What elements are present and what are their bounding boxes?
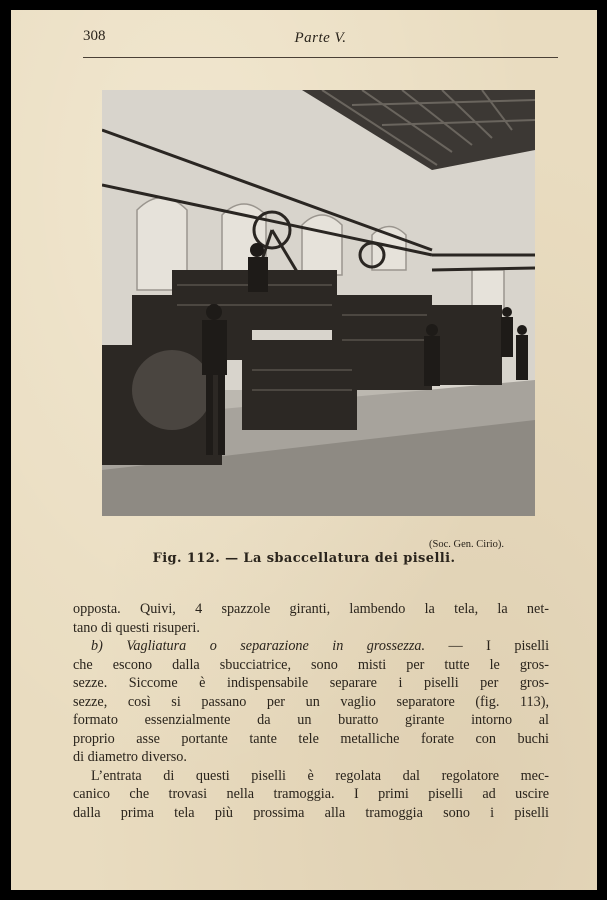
page-header (83, 28, 558, 54)
figure-caption: Fig. 112. — La sbaccellatura dei piselli. (152, 551, 456, 566)
text-line: che escono dalla sbucciatrice, sono misti per tutte le gros- (73, 656, 549, 673)
text-line: canico che trovasi nella tramoggia. I primi piselli ad uscire (73, 786, 549, 802)
text-line: sezze, così si passano per un vaglio separatore (fig. 113), (73, 693, 549, 710)
text-line: proprio asse portante tante tele metalliche forate con buchi (73, 730, 549, 747)
text-line: sezze. Siccome è indispensabile separare i piselli per gros- (73, 675, 549, 691)
photo-credit: (Soc. Gen. Cirio). (429, 539, 504, 550)
header-rule (83, 57, 558, 58)
subsection-heading: b) Vagliatura o separazione in grossezza. — I piselli (91, 638, 550, 654)
text-line: L’entrata di questi piselli è regolata dal regolatore mec- (91, 767, 549, 784)
text-line: opposta. Quivi, 4 spazzole giranti, lambendo la tela, la net- (73, 601, 549, 617)
body-text (73, 600, 549, 822)
text-line: di diametro diverso. (73, 749, 187, 765)
book-page (11, 10, 597, 890)
page-number: 308 (83, 28, 106, 44)
factory-photograph (102, 90, 535, 516)
text-line: formato essenzialmente da un buratto girante intorno al (73, 712, 549, 728)
text-line: dalla prima tela più prossima alla tramoggia sono i piselli (73, 804, 549, 821)
subsection-title: Vagliatura o separazione in grossezza. (126, 638, 426, 654)
text-line: tano di questi risuperi. (73, 619, 200, 636)
running-title: Parte V. (294, 30, 347, 46)
